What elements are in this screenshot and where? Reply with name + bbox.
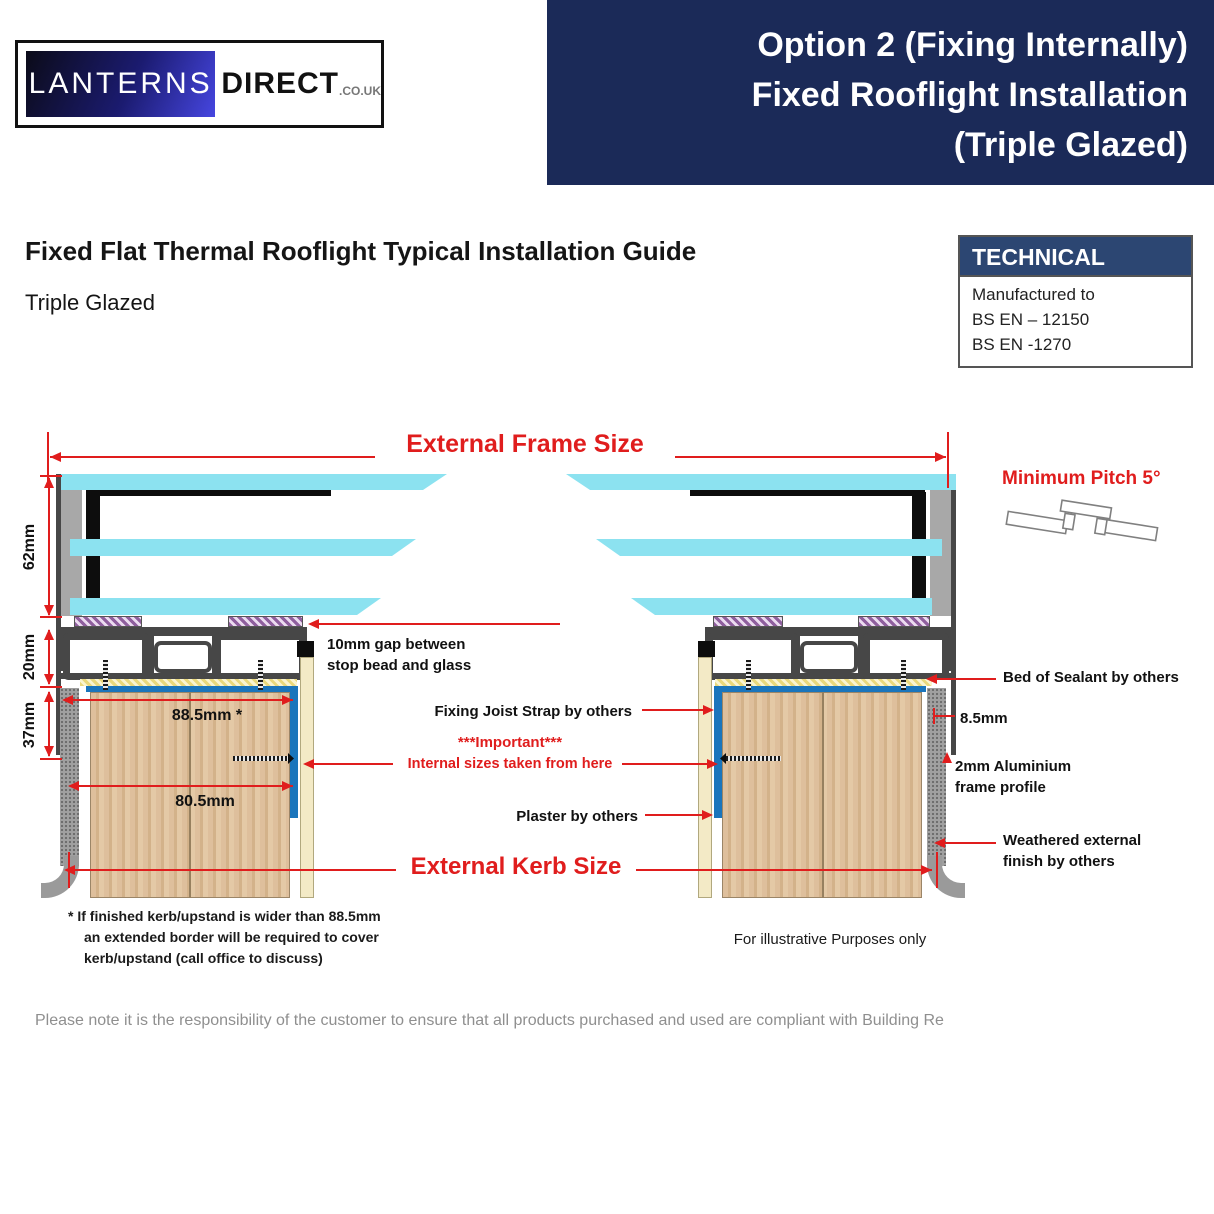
technical-line-1: Manufactured to — [972, 285, 1095, 304]
logo-gradient-block — [26, 51, 215, 117]
dim20-arrow-up — [44, 629, 54, 640]
right-glass-pane-outer — [566, 474, 956, 490]
banner-line-2: Fixed Rooflight Installation — [751, 76, 1188, 114]
lanterns-direct-logo — [15, 40, 384, 128]
fixing-joist-strap-label: Fixing Joist Strap by others — [434, 703, 632, 720]
right-fixing-screw-2 — [901, 660, 906, 690]
dim-62mm-label: 62mm — [21, 523, 38, 571]
left-glass-pane-middle — [70, 539, 416, 556]
external-frame-size-label: External Frame Size — [375, 429, 675, 459]
logo-couk-text: .CO.UK — [339, 84, 381, 98]
internal-arrow-line-right — [622, 763, 710, 765]
dim-885mm-label: 88.5mm * — [171, 707, 243, 724]
right-kerb-joint-line — [822, 692, 824, 898]
illustrative-note: For illustrative Purposes only — [733, 931, 927, 948]
right-plasterboard — [698, 657, 712, 898]
plaster-arrow-head — [702, 810, 713, 820]
right-fixing-screw-1 — [746, 660, 751, 690]
page-subtitle: Triple Glazed — [25, 290, 156, 315]
technical-box-body — [960, 277, 1191, 362]
logo-lanterns-text: LANTERNS — [28, 67, 213, 100]
technical-box — [958, 235, 1193, 368]
dim-85mm-label: 8.5mm — [960, 710, 1008, 727]
dim885-arrow-left — [62, 695, 73, 705]
left-weathered-finish-hook — [41, 856, 79, 898]
left-glazing-tape-2 — [228, 616, 303, 627]
sealant-arrow-line — [930, 678, 996, 680]
kerb-size-tick-right — [936, 852, 938, 888]
right-profile-chamber-2 — [863, 633, 949, 680]
footnote-line1: * If finished kerb/upstand is wider than 88.5mm — [68, 908, 381, 924]
important-label: ***Important*** — [457, 734, 563, 751]
dim885-line — [64, 699, 293, 701]
right-weathered-finish-hook — [927, 856, 965, 898]
plaster-arrow-line — [645, 814, 705, 816]
right-stop-bead — [698, 641, 715, 657]
left-joist-strap-screw — [233, 756, 288, 761]
page-title: Fixed Flat Thermal Rooflight Typical Installation Guide — [25, 236, 697, 266]
dim805-arrow-right — [282, 781, 293, 791]
sealant-label: Bed of Sealant by others — [1003, 669, 1179, 686]
gap-label-line1: 10mm gap between — [327, 636, 466, 653]
internal-arrow-head-right — [707, 759, 718, 769]
left-fixing-screw-1 — [103, 660, 108, 690]
left-glazing-tape-1 — [74, 616, 142, 627]
gap-arrow-line — [310, 623, 560, 625]
gap-arrow-head — [308, 619, 319, 629]
internal-arrow-head-left — [303, 759, 314, 769]
left-glass-pane-inner — [70, 598, 381, 615]
dim62-line — [48, 478, 50, 615]
sealant-arrow-head — [926, 674, 937, 684]
gap-label-line2: stop bead and glass — [327, 657, 472, 674]
dim805-line — [70, 785, 293, 787]
left-sealant-bed — [80, 679, 297, 686]
dim62-arrow-down — [44, 605, 54, 616]
weathered-label-line1: Weathered external — [1003, 832, 1142, 849]
dim-37mm-label: 37mm — [21, 701, 38, 749]
internal-arrow-line-left — [305, 763, 393, 765]
right-thermal-break-core — [800, 641, 858, 673]
dim37-tick-bottom — [40, 758, 62, 760]
right-glazing-tape-2 — [858, 616, 930, 627]
dim37-arrow-up — [44, 691, 54, 702]
title-banner — [547, 0, 1214, 185]
dim20-arrow-down — [44, 674, 54, 685]
weathered-arrow-head — [934, 838, 945, 848]
logo-direct-text: DIRECT — [221, 67, 339, 100]
dim37-arrow-down — [44, 746, 54, 757]
left-glass-edge-band — [86, 490, 331, 496]
right-glass-pane-inner — [631, 598, 932, 615]
dim885-arrow-right — [282, 695, 293, 705]
compliance-disclaimer: Please note it is the responsibility of the customer to ensure that all products purchased and used are compliant with Building Re — [35, 1012, 944, 1029]
plaster-label: Plaster by others — [516, 808, 638, 825]
weathered-label-line2: finish by others — [1003, 853, 1115, 870]
banner-line-1: Option 2 (Fixing Internally) — [757, 26, 1188, 64]
left-thermal-break-core — [154, 641, 212, 673]
dim805-arrow-left — [68, 781, 79, 791]
minimum-pitch-icon — [1004, 494, 1160, 552]
fixing-arrow-head — [703, 705, 714, 715]
kerb-size-arrow-right — [921, 865, 932, 875]
alu-profile-label-line1: 2mm Aluminium — [955, 758, 1072, 775]
left-internal-frame-leg — [290, 686, 298, 818]
weathered-arrow-line — [936, 842, 996, 844]
dim62-arrow-up — [44, 477, 54, 488]
left-stop-bead — [297, 641, 314, 657]
frame-size-arrow-left — [50, 452, 61, 462]
minimum-pitch-label: Minimum Pitch 5° — [1002, 468, 1161, 489]
left-fixing-screw-2 — [258, 660, 263, 690]
left-plasterboard — [300, 657, 314, 898]
footnote-line3: kerb/upstand (call office to discuss) — [84, 950, 323, 966]
internal-sizes-label: Internal sizes taken from here — [407, 756, 613, 772]
right-profile-chamber-1 — [706, 633, 798, 680]
frame-size-tick-right — [947, 432, 949, 488]
alu-profile-arrow-head — [942, 752, 952, 763]
fixing-arrow-line — [642, 709, 706, 711]
dim20-tick-bottom — [40, 686, 62, 688]
dim85-line — [935, 715, 955, 717]
kerb-size-arrow-left — [64, 865, 75, 875]
right-frame-outer-edge — [951, 474, 956, 755]
dim-20mm-label: 20mm — [21, 633, 38, 681]
alu-profile-label-line2: frame profile — [955, 779, 1046, 796]
technical-line-2: BS EN – 12150 — [972, 310, 1090, 329]
banner-line-3: (Triple Glazed) — [953, 126, 1188, 164]
right-glazing-tape-1 — [713, 616, 783, 627]
technical-box-heading: TECHNICAL — [960, 237, 1191, 277]
right-glass-pane-middle — [596, 539, 942, 556]
technical-line-3: BS EN -1270 — [972, 335, 1072, 354]
external-kerb-size-label: External Kerb Size — [396, 851, 636, 883]
right-joist-strap-screw — [726, 756, 781, 761]
left-weathered-finish — [60, 688, 79, 866]
dim62-tick-bottom — [40, 616, 62, 618]
footnote-line2: an extended border will be required to cover — [84, 929, 379, 945]
right-glass-edge-band — [690, 490, 925, 496]
dim-805mm-label: 80.5mm — [175, 793, 235, 810]
right-internal-frame-leg — [714, 686, 722, 818]
frame-size-arrow-right — [935, 452, 946, 462]
left-glass-pane-outer — [61, 474, 447, 490]
